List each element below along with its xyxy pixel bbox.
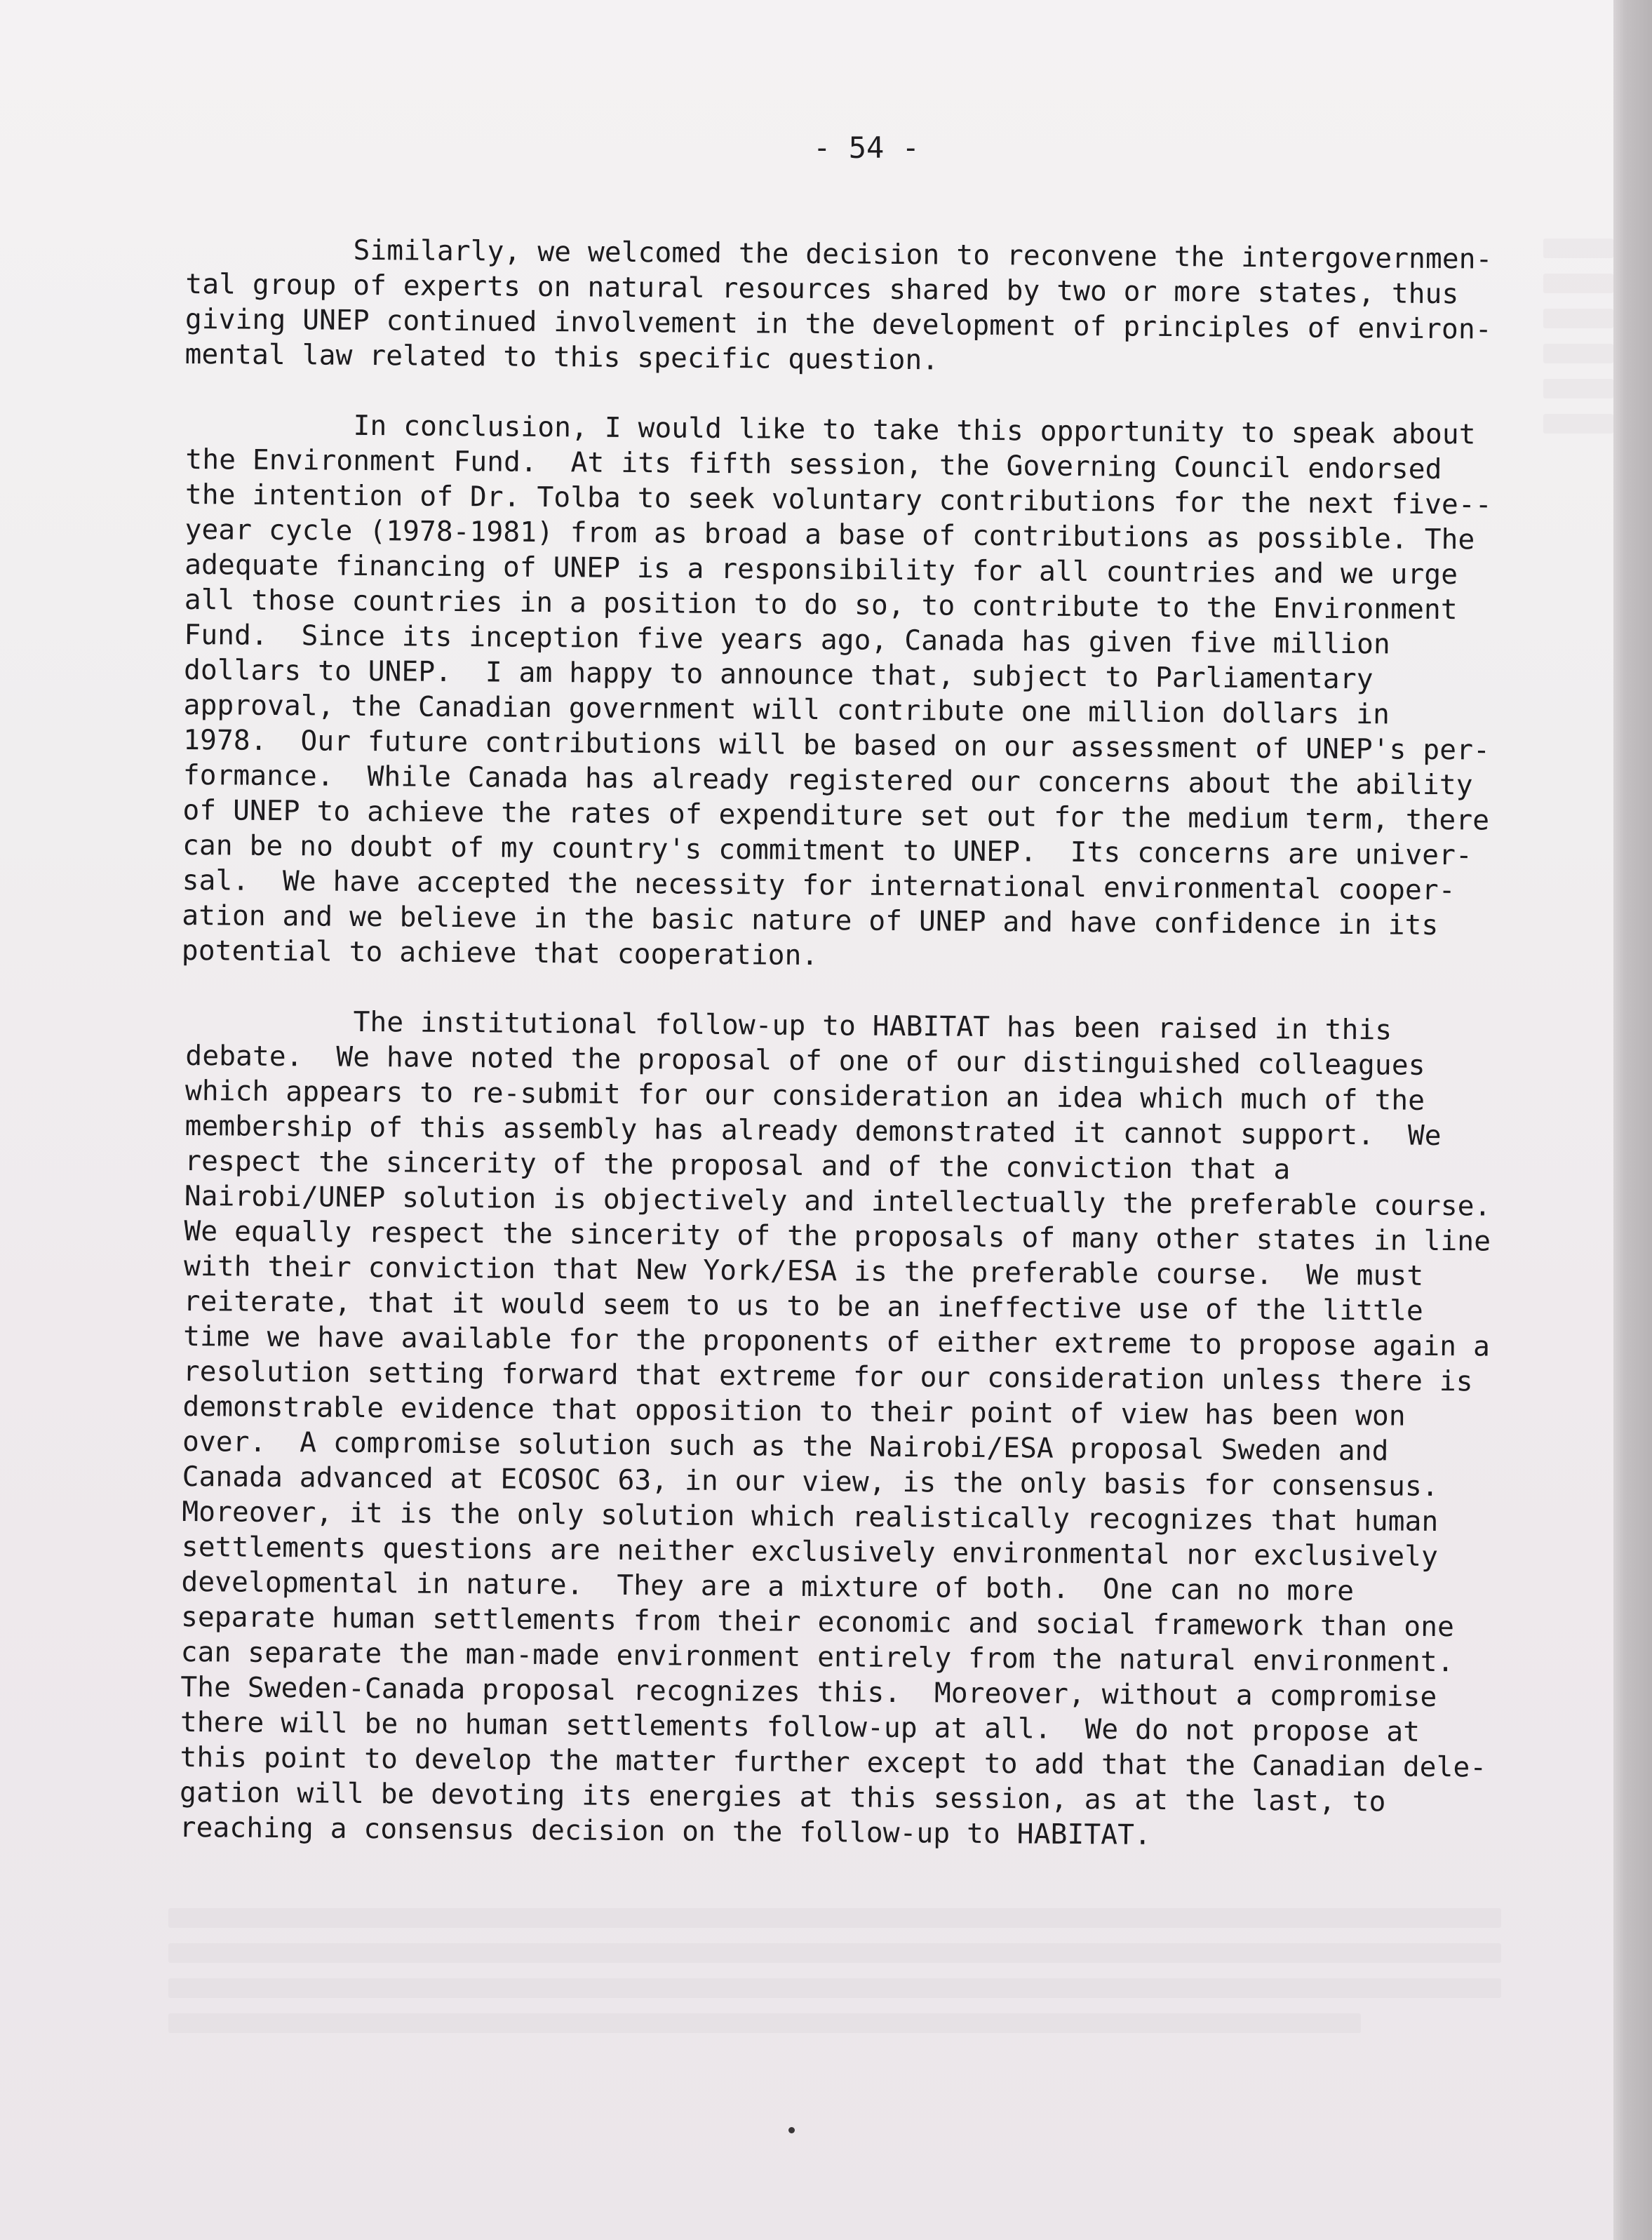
- speck-mark: [788, 2127, 795, 2133]
- document-body: [179, 232, 1561, 1880]
- page-number: - 54 -: [813, 130, 920, 165]
- paragraph-habitat-follow-up: The institutional follow-up to HABITAT has been raised in this debate. We have noted the proposal of one of our distinguished colleagues which appears to re-submit for our consideration an idea which much of the membership of this assembly has already demonstrated it cannot support. We respect the sincerity of the proposal and of the conviction that a Nairobi/UNEP solution is objectively and intellectually the preferable course. We equally respect the sincerity of the proposals of many other states in line with their conviction that New York/ESA is the preferable course. We must reiterate, that it would seem to us to be an ineffective use of the little time we have available for the proponents of either extreme to propose again a resolution setting forward that extreme for our consideration unless there is demonstrable evidence that opposition to their point of view has been won over. A compromise solution such as the Nairobi/ESA proposal Sweden and Canada advanced at ECOSOC 63, in our view, is the only basis for consensus. Moreover, it is the only solution which realistically recognizes that human settlements questions are neither exclusively environmental nor exclusively developmental in nature. They are a mixture of both. One can no more separate human settlements from their economic and social framework than one can separate the man-made environment entirely from the natural environment. The Sweden-Canada proposal recognizes this. Moreover, without a compromise there will be no human settlements follow-up at all. We do not propose at this point to develop the matter further except to add that the Canadian dele- gation will be devoting its energies at this session, as at the last, to reaching a consensus decision on the follow-up to HABITAT.: [179, 1004, 1491, 1851]
- page-edge-shadow: [1613, 0, 1652, 2240]
- paragraph-natural-resources: Similarly, we welcomed the decision to reconvene the intergovernmen- tal group of experts on natural resources shared by two or more states, thus giving UNEP continued involvement in the development of principles of environ- mental law related to this specific question.: [184, 232, 1493, 377]
- paragraph-environment-fund: In conclusion, I would like to take this opportunity to speak about the Environment Fund. At its fifth session, the Governing Council endorsed the intention of Dr. Tolba to seek voluntary contributions for the next five-- year cycle (1978-1981) from as broad a base of contributions as possible. The adequate financing of UNEP is a responsibility for all countries and we urge all those countries in a position to do so, to contribute to the Environment Fund. Since its inception five years ago, Canada has given five million dollars to UNEP. I am happy to announce that, subject to Parliamentary approval, the Canadian government will contribute one million dollars in 1978. Our future contributions will be based on our assessment of UNEP's per- formance. While Canada has already registered our concerns about the ability of UNEP to achieve the rates of expenditure set out for the medium term, there can be no doubt of my country's commitment to UNEP. Its concerns are univer- sal. We have accepted the necessity for international environmental cooper- ation and we believe in the basic nature of UNEP and have confidence in its potential to achieve that cooperation.: [181, 408, 1492, 972]
